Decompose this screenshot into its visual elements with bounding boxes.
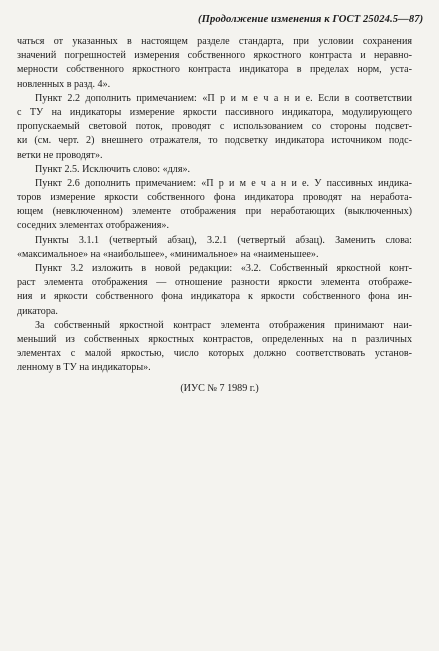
text-line: меньший из собственных яркостных контрастов, определенных на n различных <box>17 333 412 345</box>
text-line: с ТУ на индикаторы измерение яркости пассивного индикатора, модулирующего <box>17 106 412 118</box>
text-line: мерности собственного яркостного контраста индикатора в пределах норм, уста- <box>17 64 412 76</box>
text-line: пропускаемый световой поток, проводят с использованием со стороны подсвет- <box>17 121 412 133</box>
paragraph-first-line: Пункт 3.2 изложить в новой редакции: «3.2. Собственный яркостной конт- <box>35 263 412 274</box>
paragraph-first-line: Пункт 2.6 дополнить примечанием: «П р и м е ч а н и е. У пассивных индика- <box>35 177 412 189</box>
text-line: раст элемента отображения — отношение разности яркости элемента отображе- <box>17 277 412 289</box>
text-line: торов измерение яркости собственного фона индикатора проводят на неработа- <box>17 192 412 204</box>
text-line: ки (см. черт. 2) внешнего отражателя, то подсветку индикатора источником подс- <box>17 135 412 147</box>
text-line: соседних элементах отображения». <box>17 220 169 232</box>
text-line: ющем (невключенном) элементе отображения при неработающих (выключенных) <box>17 206 412 218</box>
text-line: ния и яркости собственного фона индикатора к яркости собственного фона ин- <box>17 291 412 303</box>
document-body <box>17 35 412 396</box>
text-line: ветки не проводят». <box>17 149 103 161</box>
paragraph-first-line: Пункты 3.1.1 (четвертый абзац), 3.2.1 (четвертый абзац). Заменить слова: <box>35 234 412 246</box>
text-line: новленных в разд. 4». <box>17 78 111 90</box>
change-reference: (ИУС № 7 1989 г.) <box>180 382 259 394</box>
text-line: дикатора. <box>17 305 58 317</box>
paragraph-first-line: За собственный яркостной контраст элемента отображения принимают наи- <box>35 319 412 331</box>
text-line: чаться от указанных в настоящем разделе стандарта, при условии сохранения <box>17 36 412 47</box>
text-line: элементах с малой яркостью, число которых должно соответствовать установ- <box>17 348 412 360</box>
text-line: значений погрешностей измерения собственного яркостного контраста и неравно- <box>17 50 412 62</box>
paragraph-first-line: Пункт 2.2 дополнить примечанием: «П р и м е ч а н и е. Если в соответствии <box>35 92 412 104</box>
text-line: «максимальное» на «наибольшее», «минимальное» на «наименьшее». <box>17 248 319 260</box>
page-header: (Продолжение изменения к ГОСТ 25024.5—87) <box>198 14 424 25</box>
text-line: ленному в ТУ на индикаторы». <box>17 362 151 374</box>
paragraph-first-line: Пункт 2.5. Исключить слово: «для». <box>35 163 191 175</box>
